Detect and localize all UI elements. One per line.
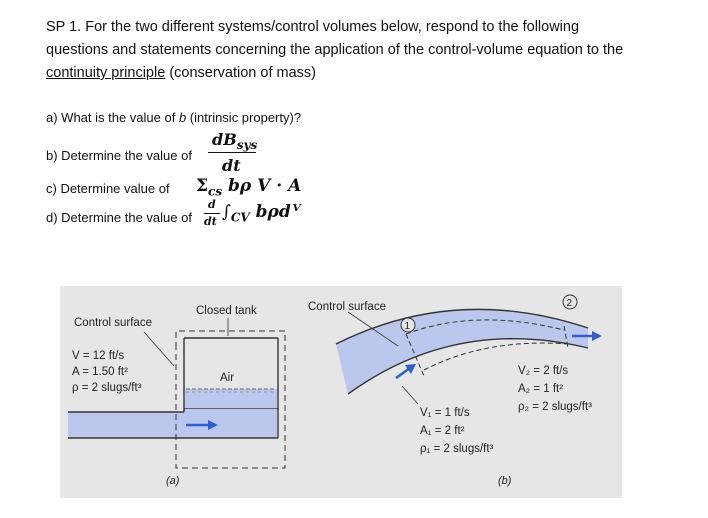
question-a-suffix: (intrinsic property)? <box>186 110 302 125</box>
question-b-denominator: dt <box>222 156 241 175</box>
closed-tank-label: Closed tank <box>196 305 257 317</box>
air-label: Air <box>220 372 235 384</box>
figure-b <box>306 286 622 503</box>
question-b-num-sub: sys <box>236 138 258 153</box>
control-surface-label-a: Control surface <box>74 317 152 329</box>
question-b-fraction-bar <box>208 152 256 153</box>
question-d: d) Determine the value of <box>46 210 192 225</box>
question-a <box>46 110 301 125</box>
point-2-label: 2 <box>566 298 573 309</box>
question-c-expression <box>196 176 301 198</box>
area-2: A₂ = 1 ft² <box>518 383 564 395</box>
area-1: A₁ = 2 ft² <box>420 425 465 437</box>
inlet-pipe-fluid <box>68 412 186 438</box>
question-c-rest: bρ V · A <box>222 176 302 196</box>
caption-b: (b) <box>498 475 512 487</box>
point-1-label: 1 <box>404 321 411 332</box>
velocity-a: V = 12 ft/s <box>72 350 125 362</box>
caption-a: (a) <box>166 475 180 487</box>
question-d-sub: CV <box>230 210 250 225</box>
question-c-sub: cs <box>208 184 223 199</box>
question-d-num: d <box>208 198 216 211</box>
area-a: A = 1.50 ft² <box>72 366 128 378</box>
question-d-expression <box>222 202 299 224</box>
question-a-var: b <box>178 110 187 125</box>
question-a-prefix: a) What is the value of <box>46 110 179 125</box>
figure-a <box>60 286 312 503</box>
question-b-num-text: dB <box>212 130 237 149</box>
density-2: ρ₂ = 2 slugs/ft³ <box>518 401 592 413</box>
question-b: b) Determine the value of <box>46 148 192 163</box>
control-surface-label-b: Control surface <box>308 301 386 313</box>
problem-line-3-rest: (conservation of mass) <box>165 65 316 81</box>
question-d-den: dt <box>204 215 217 228</box>
problem-line-2: questions and statements concerning the application of the control-volume equation to the <box>46 42 624 58</box>
question-b-numerator <box>212 130 257 152</box>
question-c-sum: Σ <box>196 176 209 196</box>
density-a: ρ = 2 slugs/ft³ <box>72 382 142 394</box>
continuity-principle-link[interactable]: continuity principle <box>46 65 166 81</box>
problem-line-1: SP 1. For the two different systems/control volumes below, respond to the following <box>46 19 580 35</box>
velocity-2: V₂ = 2 ft/s <box>518 365 569 377</box>
question-d-rest: bρdⱽ <box>249 202 300 222</box>
density-1: ρ₁ = 2 slugs/ft³ <box>420 443 494 455</box>
tank-lower-fluid <box>185 409 277 438</box>
question-d-fraction-bar <box>204 213 220 214</box>
question-c: c) Determine value of <box>46 181 170 196</box>
question-d-integral: ∫ <box>222 202 231 222</box>
problem-line-3 <box>46 62 316 85</box>
velocity-1: V₁ = 1 ft/s <box>420 407 470 419</box>
